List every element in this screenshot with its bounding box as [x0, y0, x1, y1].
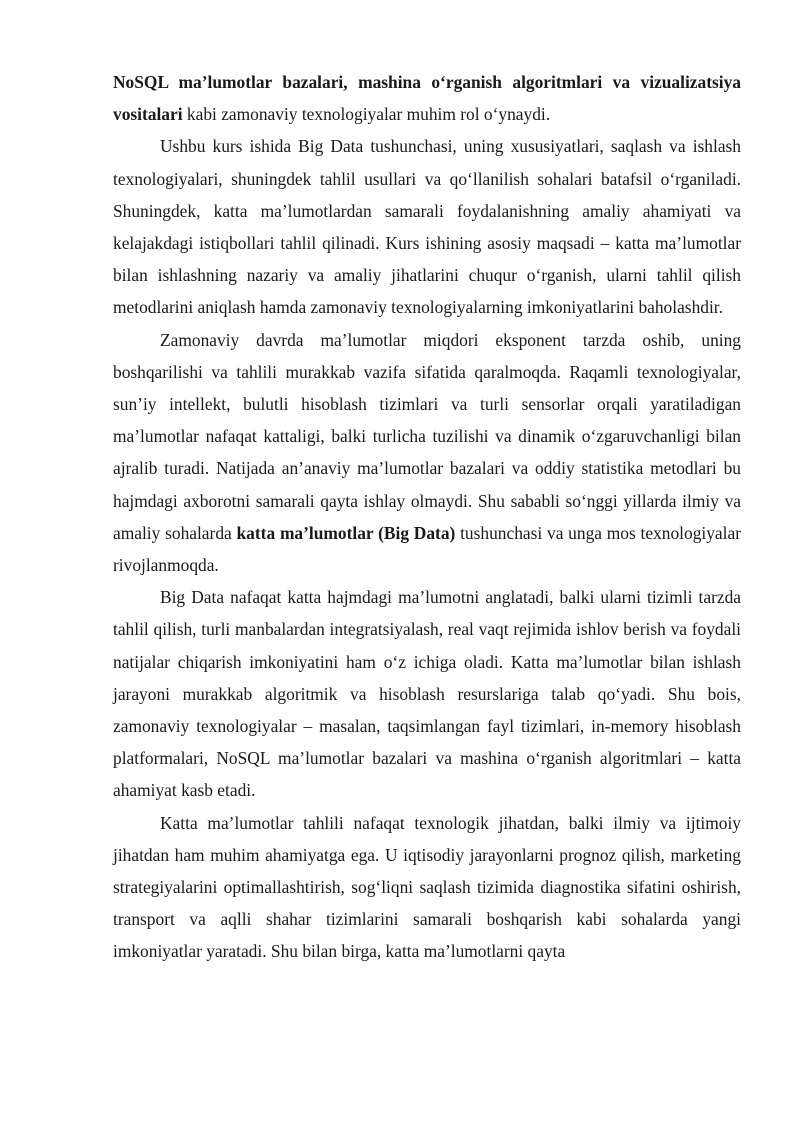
paragraph-4: Big Data nafaqat katta hajmdagi ma’lumotni anglatadi, balki ularni tizimli tarzda tahlil qilish, turli manbalardan integratsiyalash, real vaqt rejimida ishlov berish va foydali natijalar chiqarish imkoniyatini ham o‘z ichiga oladi. Katta ma’lumotlar bilan ishlash jarayoni murakkab algoritmik va hisoblash resurslariga talab qo‘yadi. Shu bois, zamonaviy texnologiyalar – masalan, taqsimlangan fayl tizimlari, in-memory hisoblash platformalari, NoSQL ma’lumotlar bazalari va mashina o‘rganish algoritmlari – katta ahamiyat kasb etadi. [113, 587, 741, 801]
paragraph-3-text-before: Zamonaviy davrda ma’lumotlar miqdori eksponent tarzda oshib, uning boshqarilishi va tahlili murakkab vazifa sifatida qaralmoqda. Raqamli texnologiyalar, sun’iy intellekt, bulutli hisoblash tizimlari va turli sensorlar orqali yaratiladigan ma’lumotlar nafaqat kattaligi, balki turlicha tuzilishi va dinamik o‘zgaruvchanligi bilan ajralib turadi. Natijada an’anaviy ma’lumotlar bazalari va oddiy statistika metodlari bu hajmdagi axborotni samarali qayta ishlay olmaydi. Shu sababli so‘nggi yillarda ilmiy va amaliy sohalarda [113, 329, 741, 543]
paragraph-1 [113, 66, 741, 130]
paragraph-3-text-after: tushunchasi va unga mos texnologiyalar rivojlanmoqda. [113, 522, 741, 576]
paragraph-2: Ushbu kurs ishida Big Data tushunchasi, uning xususiyatlari, saqlash va ishlash texnologiyalari, shuningdek tahlil usullari va qo‘llanilish sohalari batafsil o‘rganiladi. Shuningdek, katta ma’lumotlardan samarali foydalanishning amaliy ahamiyati va kelajakdagi istiqbollari tahlil qilinadi. Kurs ishining asosiy maqsadi – katta ma’lumotlar bilan ishlashning nazariy va amaliy jihatlarini chuqur o‘rganish, ularni tahlil qilish metodlarini aniqlash hamda zamonaviy texnologiyalarning imkoniyatlarini baholashdir. [113, 136, 741, 318]
bold-phrase-technologies: NoSQL ma’lumotlar bazalari, mashina o‘rganish algoritmlari va vizualizatsiya vositalari [113, 72, 741, 125]
bold-phrase-big-data: katta ma’lumotlar (Big Data) [236, 522, 456, 543]
paragraph-3 [113, 324, 741, 582]
paragraph-1-text: kabi zamonaviy texnologiyalar muhim rol o‘ynaydi. [182, 104, 551, 125]
paragraph-5: Katta ma’lumotlar tahlili nafaqat texnologik jihatdan, balki ilmiy va ijtimoiy jihatdan ham muhim ahamiyatga ega. U iqtisodiy jarayonlarni prognoz qilish, marketing strategiyalarini optimallashtirish, sog‘liqni saqlash tizimida diagnostika sifatini oshirish, transport va aqlli shahar tizimlarini samarali boshqarish kabi sohalarda yangi imkoniyatlar yaratadi. Shu bilan birga, katta ma’lumotlarni qayta [113, 812, 741, 962]
document-page [113, 66, 741, 968]
